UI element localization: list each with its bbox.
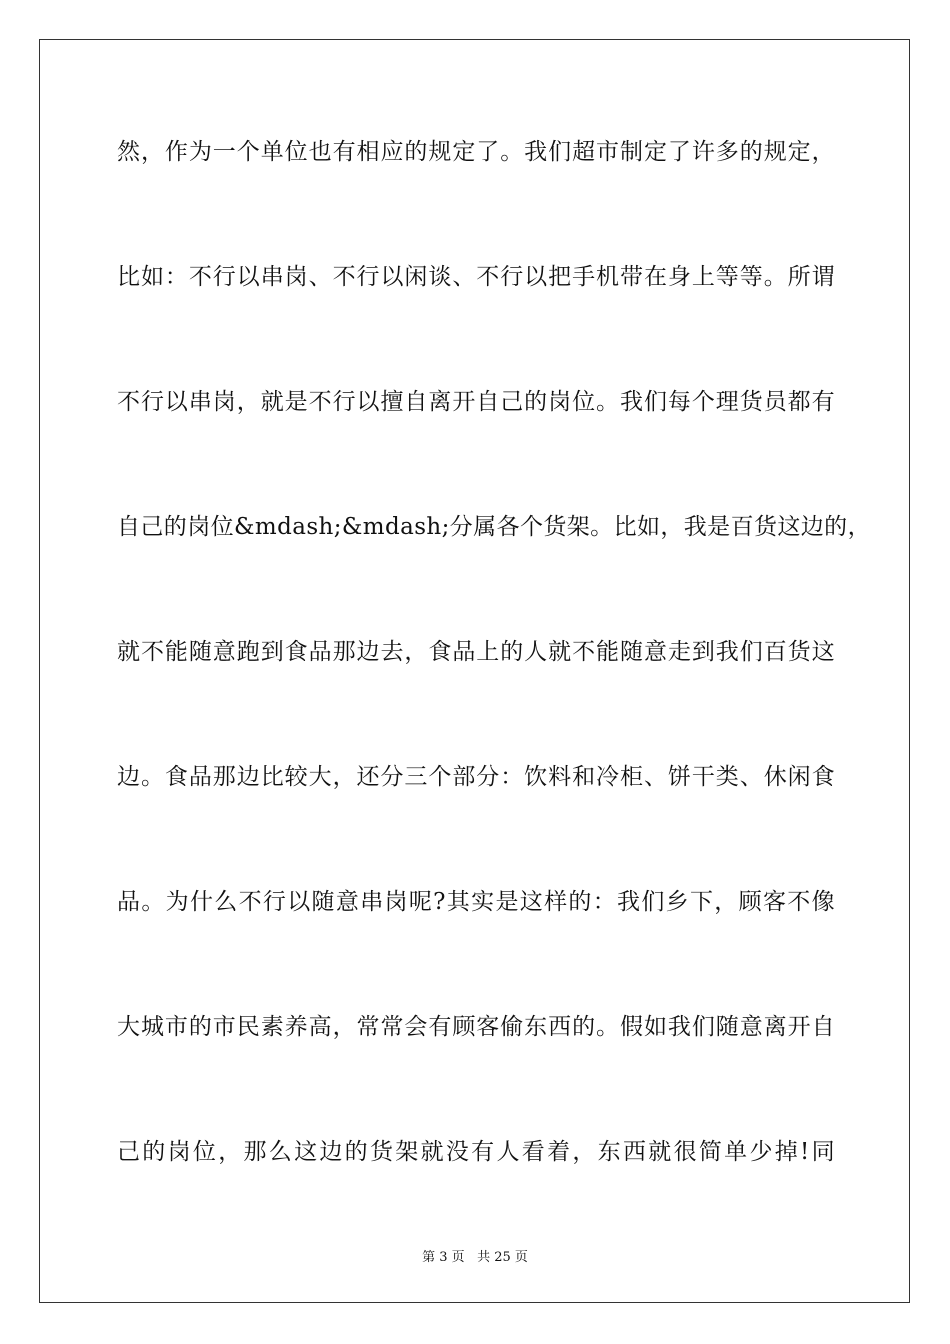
text-line-3: 不行以串岗，就是不行以擅自离开自己的岗位。我们每个理货员都有 xyxy=(117,389,835,415)
text-line-6: 边。食品那边比较大，还分三个部分：饮料和冷柜、饼干类、休闲食 xyxy=(117,764,835,790)
text-line-9: 己的岗位，那么这边的货架就没有人看着，东西就很简单少掉!同 xyxy=(117,1139,835,1165)
text-line-7: 品。为什么不行以随意串岗呢?其实是这样的：我们乡下，顾客不像 xyxy=(117,889,835,915)
text-line-2: 比如：不行以串岗、不行以闲谈、不行以把手机带在身上等等。所谓 xyxy=(117,264,835,290)
text-line-1: 然，作为一个单位也有相应的规定了。我们超市制定了许多的规定， xyxy=(117,139,835,165)
page-total: 共 25 页 xyxy=(477,1250,528,1265)
text-line-5: 就不能随意跑到食品那边去，食品上的人就不能随意走到我们百货这 xyxy=(117,639,835,665)
document-body xyxy=(117,124,871,1249)
page-footer xyxy=(0,1246,950,1265)
text-line-8: 大城市的市民素养高，常常会有顾客偷东西的。假如我们随意离开自 xyxy=(117,1014,835,1040)
text-line-4: 自己的岗位&mdash;&mdash;分属各个货架。比如，我是百货这边的， xyxy=(117,514,871,540)
page-number: 第 3 页 xyxy=(422,1250,465,1265)
